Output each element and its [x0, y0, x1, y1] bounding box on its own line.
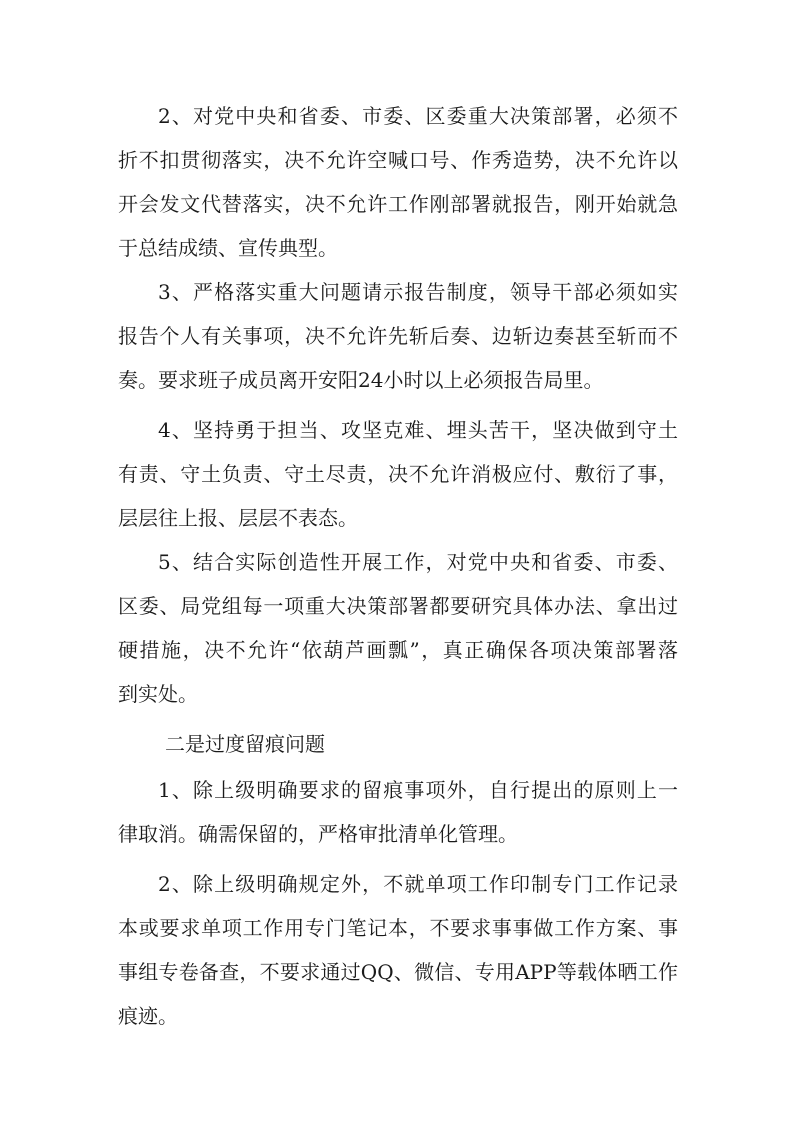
paragraph-4-line-3: 硬措施，决不允许“依葫芦画瓢”，真正确保各项决策部署落 [118, 638, 678, 662]
paragraph-2-line-1: 3、严格落实重大问题请示报告制度，领导干部必须如实 [158, 280, 678, 304]
paragraph-5-line-2: 律取消。确需保留的，严格审批清单化管理。 [118, 822, 518, 846]
paragraph-3-line-3: 层层往上报、层层不表态。 [118, 506, 358, 530]
paragraph-5-line-1: 1、除上级明确要求的留痕事项外，自行提出的原则上一 [158, 778, 678, 802]
paragraph-6-line-3: 事组专卷备查，不要求通过QQ、微信、专用APP等载体晒工作 [118, 960, 678, 984]
paragraph-6-line-4: 痕迹。 [118, 1004, 178, 1028]
paragraph-6-line-1: 2、除上级明确规定外，不就单项工作印制专门工作记录 [158, 872, 678, 896]
paragraph-1-line-2: 折不扣贯彻落实，决不允许空喊口号、作秀造势，决不允许以 [118, 148, 678, 172]
paragraph-1-line-1: 2、对党中央和省委、市委、区委重大决策部署，必须不 [158, 104, 678, 128]
paragraph-3-line-2: 有责、守土负责、守土尽责，决不允许消极应付、敷衍了事， [118, 462, 678, 486]
paragraph-2-line-3: 奏。要求班子成员离开安阳24小时以上必须报告局里。 [118, 368, 604, 392]
paragraph-1-line-4: 于总结成绩、宣传典型。 [118, 236, 338, 260]
paragraph-4-line-2: 区委、局党组每一项重大决策部署都要研究具体办法、拿出过 [118, 594, 678, 618]
paragraph-1-line-3: 开会发文代替落实，决不允许工作刚部署就报告，刚开始就急 [118, 192, 678, 216]
paragraph-6-line-2: 本或要求单项工作用专门笔记本，不要求事事做工作方案、事 [118, 916, 678, 940]
paragraph-4-line-4: 到实处。 [118, 682, 198, 706]
paragraph-2-line-2: 报告个人有关事项，决不允许先斩后奏、边斩边奏甚至斩而不 [118, 324, 678, 348]
section-heading: 二是过度留痕问题 [165, 732, 325, 756]
paragraph-3-line-1: 4、坚持勇于担当、攻坚克难、埋头苦干，坚决做到守土 [158, 418, 678, 442]
paragraph-4-line-1: 5、结合实际创造性开展工作，对党中央和省委、市委、 [158, 550, 678, 574]
